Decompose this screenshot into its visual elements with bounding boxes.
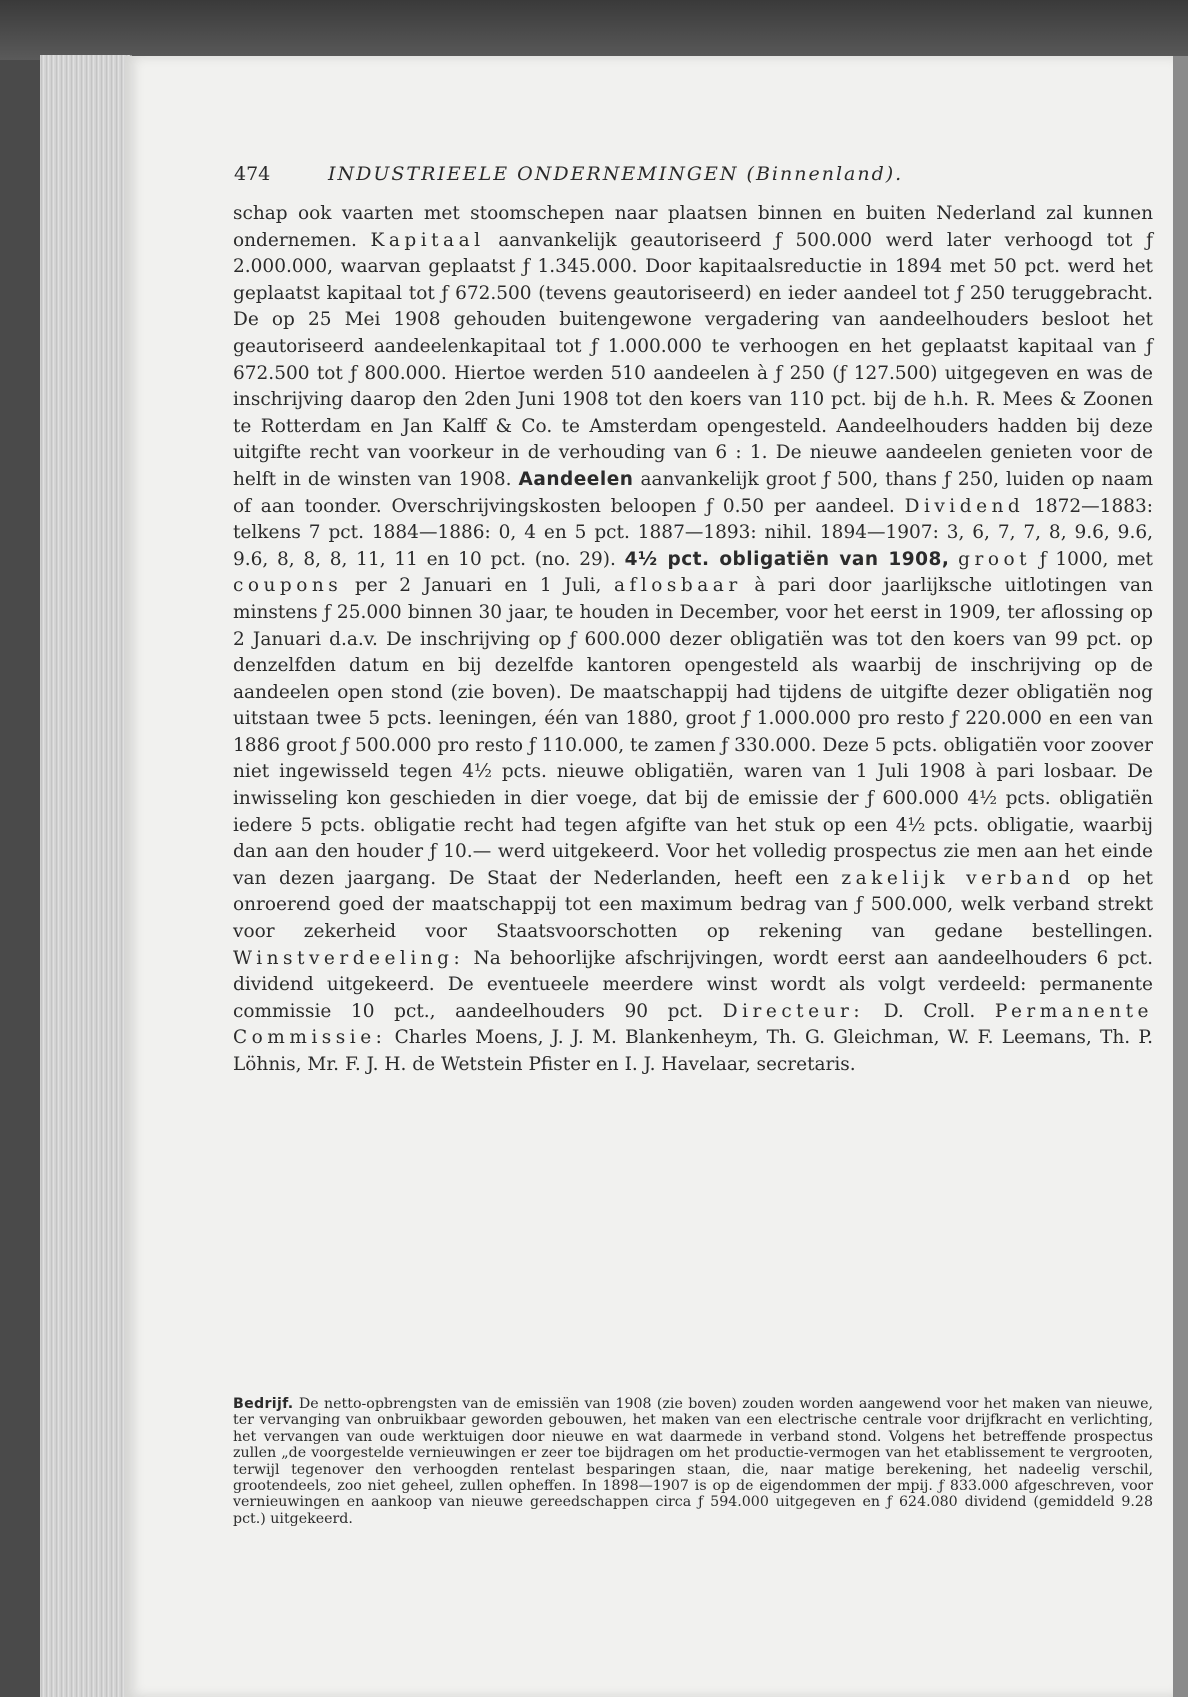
page-number: 474 [234,163,271,185]
inline-heading-coupons: coupons [233,575,343,597]
body-text: aanvankelijk geautoriseerd ƒ 500.000 werd later verhoogd tot ƒ 2.000.000, waarvan geplaatst ƒ 1.345.000. Door kapitaalsreductie in 1894 met 50 pct. werd het geplaatst kapitaal tot ƒ 672.500 (tevens geautoriseerd) en ieder aandeel tot ƒ 250 teruggebracht. De op 25 Mei 1908 gehouden buitengewone vergadering van aandeelhouders besloot het geautoriseerd aandeelenkapitaal tot ƒ 1.000.000 te verhoogen en het geplaatst kapitaal van ƒ 672.500 tot ƒ 800.000. Hiertoe werden 510 aandeelen à ƒ 250 (ƒ 127.500) uitgegeven en was de inschrijving daarop den 2den Juni 1908 tot den koers van 110 pct. bij de h.h. R. Mees & Zoonen te Rotterdam en Jan Kalff & Co. te Amsterdam opengesteld. Aandeelhouders hadden bij deze uitgifte recht van voorkeur in de verhouding van 6 : 1. De nieuwe aandeelen genieten voor de helft in de winsten van 1908. [233,229,1153,490]
page-header [234,159,1154,193]
inline-heading-aandeelen: Aandeelen [518,468,634,490]
body-text: D. Croll. [883,1000,976,1022]
body-text: per 2 Januari en 1 Juli, [354,575,602,597]
inline-heading-zakelijk-verband: zakelijk verband [841,867,1075,889]
inline-heading-dividend: Dividend [904,495,1025,517]
inline-heading-aflosbaar: aflosbaar [614,575,742,597]
scan-background [0,0,1188,60]
running-title: INDUSTRIEELE ONDERNEMINGEN (Binnenland). [328,163,904,185]
book-page [125,56,1173,1697]
body-text: aanvankelijk groot ƒ 500, thans ƒ 250, luiden op naam of aan toonder. Overschrijvingskosten beloopen ƒ 0.50 per aandeel. [233,468,1153,517]
inline-heading-permanente-commissie: Permanente Commissie: [233,1000,1153,1049]
inline-heading-directeur: Directeur: [722,1000,865,1022]
scan-right-edge [1172,56,1188,1697]
main-paragraph [233,201,1153,1079]
inline-heading-groot: groot [958,548,1032,570]
body-text: op het onroerend goed der maatschappij tot een maximum bedrag van ƒ 500.000, welk verband strekt voor zekerheid voor Staatsvoorschotten op rekening van gedane bestellingen. [233,867,1153,943]
body-text: à pari door jaarlijksche uitlotingen van minstens ƒ 25.000 binnen 30 jaar, te houden in December, voor het eerst in 1909, ter aflossing op 2 Januari d.a.v. De inschrijving op ƒ 600.000 dezer obligatiën was tot den koers van 99 pct. op denzelfden datum en bij dezelfde kantoren opengesteld als waarbij de inschrijving op de aandeelen open stond (zie boven). De maatschappij had tijdens de uitgifte dezer obligatiën nog uitstaan twee 5 pcts. leeningen, één van 1880, groot ƒ 1.000.000 pro resto ƒ 220.000 en een van 1886 groot ƒ 500.000 pro resto ƒ 110.000, te zamen ƒ 330.000. Deze 5 pcts. obligatiën voor zoover niet ingewisseld tegen 4½ pcts. nieuwe obligatiën, waren van 1 Juli 1908 à pari losbaar. De inwisseling kon geschieden in dier voege, dat bij de emissie der ƒ 600.000 4½ pcts. obligatiën iedere 5 pcts. obligatie recht had tegen afgifte van het stuk op een 4½ pcts. obligatie, waarbij dan aan den houder ƒ 10.— werd uitgekeerd. Voor het volledig prospectus zie men aan het einde van dezen jaargang. De Staat der Nederlanden, heeft een [233,575,1153,889]
inline-heading-obligatien: 4½ pct. obligatiën van 1908, [624,548,950,570]
bedrijf-text: De netto-opbrengsten van de emissiën van 1908 (zie boven) zouden worden aangewend voor het maken van nieuwe, ter vervanging van onbruikbaar geworden gebouwen, het maken van een electrische centrale voor drijfkracht en verlichting, het vervangen van oude werktuigen door nieuwe en wat daarmede in verband stond. Volgens het betreffende prospectus zullen „de voorgestelde vernieuwingen er zeer toe bijdragen om het productie-vermogen van het etablissement te vergrooten, terwijl tegenover den verhoogden rentelast besparingen staan, die, naar matige berekening, het nadeelig verschil, grootendeels, zoo niet geheel, zullen opheffen. In 1898—1907 is op de eigendommen der mpij. ƒ 833.000 afgeschreven, voor vernieuwingen en aankoop van nieuwe gereedschappen circa ƒ 594.000 uitgegeven en ƒ 624.080 dividend (gemiddeld 9.28 pct.) uitgekeerd. [233,1396,1154,1527]
inline-heading-kapitaal: Kapitaal [370,229,485,251]
body-text: Na behoorlijke afschrijvingen, wordt eerst aan aandeelhouders 6 pct. dividend uitgekeerd. De eventueele meerdere winst wordt als volgt verdeeld: permanente commissie 10 pct., aandeelhouders 90 pct. [233,947,1153,1022]
bedrijf-heading: Bedrijf. [233,1396,294,1412]
body-text: schap ook vaarten met stoomschepen naar plaatsen binnen en buiten Nederland zal kunnen ondernemen. [233,203,1153,251]
body-text: Charles Moens, J. J. M. Blankenheym, Th. G. Gleichman, W. F. Leemans, Th. P. Löhnis, Mr. F. J. H. de Wetstein Pfister en I. J. Havelaar, secretaris. [233,1027,1153,1075]
book-page-edges [40,55,132,1697]
body-text: ƒ 1000, met [1039,548,1153,570]
body-text: 1872—1883: telkens 7 pct. 1884—1886: 0, 4 en 5 pct. 1887—1893: nihil. 1894—1907: 3, 6, 7, 7, 8, 9.6, 9.6, 9.6, 8, 8, 8, 11, 11 en 10 pct. (no. 29). [233,495,1153,570]
bedrijf-paragraph [233,1396,1153,1527]
inline-heading-winstverdeeling: Winstverdeeling: [233,947,465,969]
